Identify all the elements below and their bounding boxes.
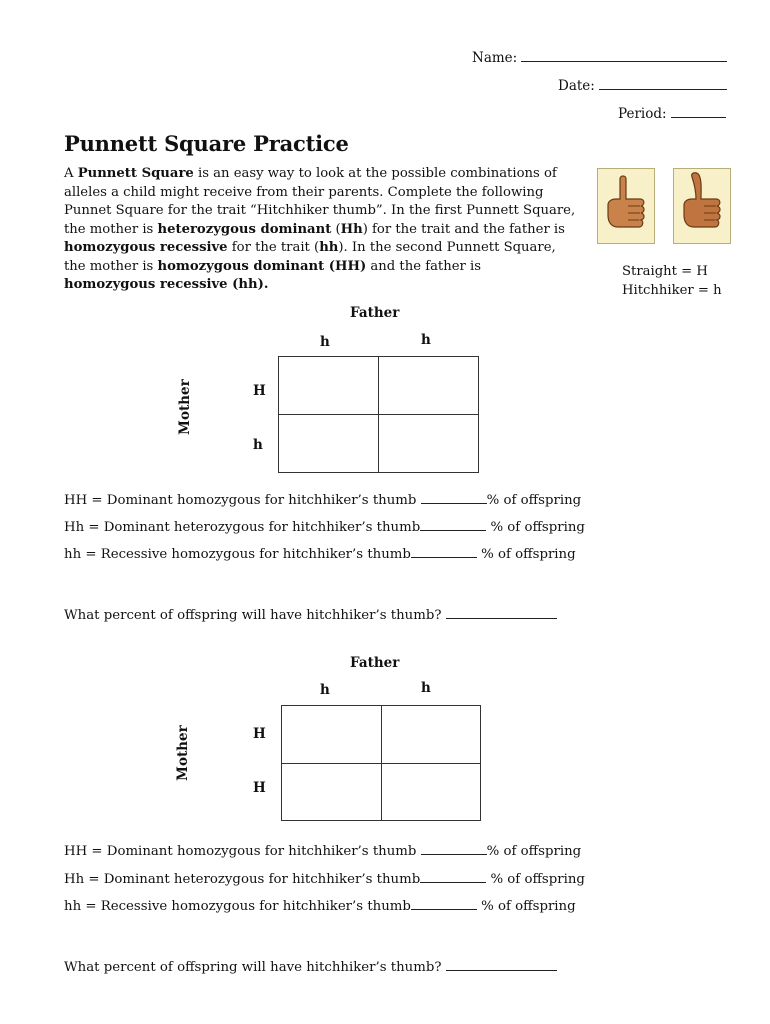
punnett-cell[interactable] — [382, 706, 480, 763]
statement-row — [64, 545, 576, 562]
statement-suffix: % of offspring — [486, 872, 585, 887]
square1-mother-allele: h — [253, 437, 263, 453]
intro-bold: Punnett Square — [77, 166, 194, 181]
square2-father-label: Father — [350, 655, 400, 671]
square1-mother-label: Mother — [177, 379, 193, 435]
punnett-cell[interactable] — [282, 706, 381, 763]
answer-blank[interactable] — [446, 606, 557, 619]
statement-row — [64, 897, 576, 914]
intro-paragraph — [64, 165, 576, 295]
square1-father-allele: h — [421, 332, 431, 348]
name-field[interactable] — [472, 48, 727, 66]
statement-row — [64, 842, 581, 859]
period-field[interactable] — [618, 104, 726, 122]
answer-blank[interactable] — [420, 518, 486, 531]
statement-suffix: % of offspring — [486, 844, 582, 859]
intro-bold: Hh — [340, 221, 363, 237]
statement-text: hh = Recessive homozygous for hitchhiker’s thumb — [64, 547, 411, 562]
punnett-cell[interactable] — [379, 357, 478, 414]
answer-blank[interactable] — [411, 897, 477, 910]
page-title: Punnett Square Practice — [64, 131, 349, 156]
punnett-square-1 — [278, 356, 479, 473]
date-label: Date: — [558, 78, 595, 94]
period-line[interactable] — [671, 104, 726, 118]
statement-text: HH = Dominant homozygous for hitchhiker’s thumb — [64, 493, 421, 508]
statement-text: Hh = Dominant heterozygous for hitchhiker’s thumb — [64, 872, 421, 887]
intro-text: ( — [331, 221, 341, 237]
punnett-square-2 — [281, 705, 481, 821]
question-row — [64, 958, 557, 975]
statement-suffix: % of offspring — [476, 899, 576, 914]
statement-suffix: % of offspring — [486, 520, 585, 535]
date-field[interactable] — [558, 76, 727, 94]
punnett-cell[interactable] — [279, 357, 378, 414]
statement-row — [64, 518, 585, 535]
intro-text: A — [64, 166, 78, 181]
statement-text: hh = Recessive homozygous for hitchhiker’s thumb — [64, 899, 411, 914]
punnett-cell[interactable] — [379, 415, 478, 472]
hitchhiker-thumb-icon — [674, 169, 730, 243]
question-text: What percent of offspring will have hitchhiker’s thumb? — [64, 608, 446, 623]
question-text: What percent of offspring will have hitchhiker’s thumb? — [64, 960, 446, 975]
period-label: Period: — [618, 106, 667, 122]
statement-suffix: % of offspring — [486, 493, 582, 508]
allele-legend — [622, 263, 722, 300]
punnett-cell[interactable] — [282, 764, 381, 820]
statement-text: HH = Dominant homozygous for hitchhiker’s thumb — [64, 844, 421, 859]
square1-father-allele: h — [320, 334, 330, 350]
answer-blank[interactable] — [411, 545, 477, 558]
answer-blank[interactable] — [421, 491, 487, 504]
statement-suffix: % of offspring — [476, 547, 576, 562]
hitchhiker-thumb-image — [673, 168, 731, 244]
legend-hitchhiker: Hitchhiker = h — [622, 282, 722, 298]
intro-text: ) for the trait and the father is — [362, 221, 565, 237]
square2-mother-allele: H — [253, 726, 266, 742]
square2-mother-allele: H — [253, 780, 266, 796]
square2-father-allele: h — [320, 682, 330, 698]
answer-blank[interactable] — [446, 958, 557, 971]
intro-text: ). In the second Punnett Square, the mother is — [64, 240, 556, 274]
intro-bold: heterozygous dominant — [157, 221, 332, 237]
name-label: Name: — [472, 50, 518, 66]
square2-mother-label: Mother — [175, 725, 191, 781]
answer-blank[interactable] — [421, 842, 487, 855]
statement-text: Hh = Dominant heterozygous for hitchhiker’s thumb — [64, 520, 421, 535]
intro-bold: hh — [319, 240, 339, 255]
intro-text: and the father is — [366, 258, 482, 274]
intro-text: is an easy way to look at the possible combinations of alleles a child might receive from their parents. Complete the following Punnet Square for the trait “Hitchhiker thumb”. In the first Punnett Square, the mother is — [64, 166, 576, 237]
straight-thumb-image — [597, 168, 655, 244]
straight-thumb-icon — [598, 169, 654, 243]
answer-blank[interactable] — [420, 870, 486, 883]
square2-father-allele: h — [421, 680, 431, 696]
square1-father-label: Father — [350, 305, 400, 321]
question-row — [64, 606, 557, 623]
punnett-cell[interactable] — [279, 415, 378, 472]
name-line[interactable] — [521, 48, 727, 62]
date-line[interactable] — [599, 76, 727, 90]
intro-text: for the trait ( — [227, 240, 320, 255]
legend-straight: Straight = H — [622, 264, 708, 279]
punnett-cell[interactable] — [382, 764, 480, 820]
statement-row — [64, 491, 581, 508]
intro-bold: homozygous recessive (hh). — [64, 277, 269, 292]
statement-row — [64, 870, 585, 887]
square1-mother-allele: H — [253, 383, 266, 399]
intro-bold: homozygous recessive — [64, 240, 228, 255]
intro-bold: homozygous dominant (HH) — [157, 258, 367, 274]
